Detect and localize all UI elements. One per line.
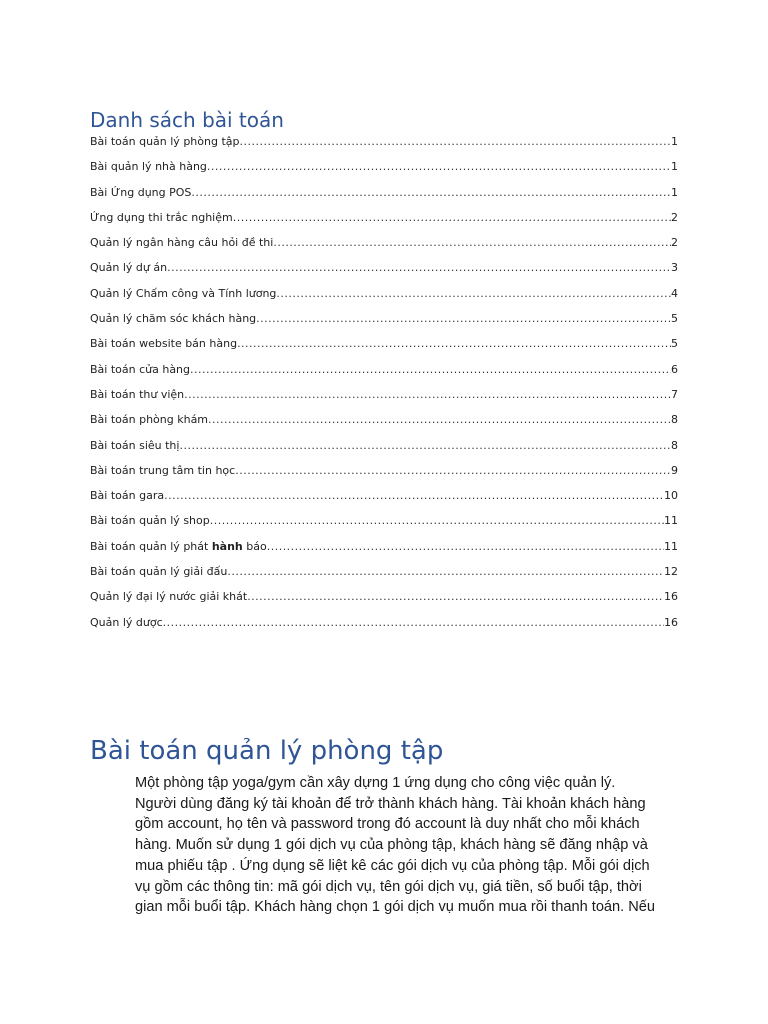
toc-dot-leader (227, 565, 664, 578)
toc-page-number: 16 (664, 590, 678, 604)
toc-dot-leader (191, 186, 671, 199)
toc-entry[interactable] (90, 590, 678, 615)
toc-entry-label: Bài Ứng dụng POS (90, 185, 192, 199)
toc-page-number: 5 (671, 337, 678, 351)
toc-dot-leader (237, 337, 671, 350)
toc-page-number: 4 (671, 286, 678, 300)
toc-page-number: 12 (664, 565, 678, 579)
toc-dot-leader (164, 489, 664, 502)
toc-entry[interactable] (90, 236, 678, 261)
toc-dot-leader (235, 464, 671, 477)
toc-dot-leader (163, 616, 664, 629)
toc-entry[interactable] (90, 514, 678, 539)
toc-dot-leader (184, 388, 671, 401)
toc-dot-leader (190, 363, 671, 376)
toc-dot-leader (240, 135, 672, 148)
toc-entry-label: Bài toán website bán hàng (90, 337, 238, 351)
toc-dot-leader (179, 439, 671, 452)
toc-entry-label-bold: hành (211, 539, 243, 553)
toc-page-number: 16 (664, 615, 678, 629)
toc-entry[interactable] (90, 211, 678, 236)
toc-dot-leader (267, 540, 664, 553)
toc-dot-leader (207, 160, 671, 173)
toc-entry[interactable] (90, 135, 678, 160)
toc-page-number: 2 (671, 236, 678, 250)
toc-dot-leader (256, 312, 671, 325)
toc-dot-leader (273, 236, 671, 249)
toc-entry-label: Quản lý Chấm công và Tính lương (90, 286, 277, 300)
toc-page-number: 1 (671, 185, 678, 199)
toc-entry-label: Bài toán thư viện (90, 387, 185, 401)
toc-page-number: 8 (671, 413, 678, 427)
body-line: hàng. Muốn sử dụng 1 gói dịch vụ của phòng tập, khách hàng sẽ đăng nhập và (135, 837, 648, 854)
toc-entry-label: Quản lý chăm sóc khách hàng (90, 312, 257, 326)
toc-entry-label: Quản lý dược (90, 615, 163, 629)
toc-title: Danh sách bài toán (90, 108, 284, 132)
toc-page-number: 6 (671, 362, 678, 376)
body-line: gồm account, họ tên và password trong đó account là duy nhất cho mỗi khách (135, 816, 640, 833)
toc-entry-label: Quản lý đại lý nước giải khát (90, 590, 248, 604)
toc-entry[interactable] (90, 160, 678, 185)
toc-entry-label: Bài toán trung tâm tin học (90, 463, 236, 477)
toc-entry[interactable] (90, 261, 678, 286)
body-line: mua phiếu tập . Ứng dụng sẽ liệt kê các gói dịch vụ của phòng tập. Mỗi gói dịch (135, 857, 650, 874)
toc-page-number: 1 (671, 160, 678, 174)
toc-page-number: 8 (671, 438, 678, 452)
toc-entry[interactable] (90, 413, 678, 438)
toc-entry[interactable] (90, 287, 678, 312)
toc-entry[interactable] (90, 489, 678, 514)
toc-entry[interactable] (90, 464, 678, 489)
toc-entry-label: Ứng dụng thi trắc nghiệm (90, 210, 233, 224)
toc-entry-label (90, 540, 267, 553)
toc-page-number: 11 (664, 539, 678, 553)
toc-page-number: 2 (671, 210, 678, 224)
toc-entry[interactable] (90, 363, 678, 388)
section-heading: Bài toán quản lý phòng tập (90, 736, 444, 766)
toc-entry-label: Bài toán cửa hàng (90, 362, 191, 376)
toc-entry-label: Bài toán quản lý shop (90, 514, 210, 528)
toc-entry-label: Bài toán gara (90, 489, 165, 503)
toc-entry-label: Bài toán siêu thị (90, 438, 180, 452)
toc-entry[interactable] (90, 186, 678, 211)
table-of-contents (90, 135, 678, 641)
toc-entry-label: Bài toán quản lý phòng tập (90, 135, 240, 148)
toc-dot-leader (276, 287, 671, 300)
body-line: gian mỗi buổi tập. Khách hàng chọn 1 gói dịch vụ muốn mua rồi thanh toán. Nếu (135, 899, 656, 916)
body-line: Một phòng tập yoga/gym cần xây dựng 1 ứng dụng cho công việc quản lý. (135, 775, 616, 791)
toc-entry[interactable] (90, 439, 678, 464)
toc-entry-label: Bài toán quản lý giải đấu (90, 565, 228, 579)
body-line: vụ gồm các thông tin: mã gói dịch vụ, tên gói dịch vụ, giá tiền, số buổi tập, thời (135, 878, 642, 895)
toc-entry[interactable] (90, 337, 678, 362)
toc-dot-leader (233, 211, 671, 224)
toc-entry-label-part: báo (242, 539, 267, 553)
section-body-paragraph (135, 773, 675, 918)
toc-entry[interactable] (90, 312, 678, 337)
toc-page-number: 7 (671, 387, 678, 401)
body-line: Người dùng đăng ký tài khoản để trở thành khách hàng. Tài khoản khách hàng (135, 795, 646, 812)
toc-dot-leader (167, 261, 671, 274)
toc-entry-label: Quản lý dự án (90, 261, 168, 275)
toc-entry-label-part: Bài toán quản lý phát (90, 539, 212, 553)
toc-page-number: 3 (671, 261, 678, 275)
toc-entry[interactable] (90, 565, 678, 590)
toc-dot-leader (210, 514, 664, 527)
toc-dot-leader (247, 590, 664, 603)
toc-entry-label: Bài quản lý nhà hàng (90, 160, 207, 174)
toc-page-number: 9 (671, 463, 678, 477)
toc-dot-leader (208, 413, 671, 426)
toc-entry[interactable] (90, 388, 678, 413)
toc-page-number: 5 (671, 312, 678, 326)
toc-entry[interactable] (90, 616, 678, 641)
toc-entry-label: Quản lý ngân hàng câu hỏi đề thi (90, 236, 274, 250)
toc-entry-label: Bài toán phòng khám (90, 413, 209, 427)
toc-page-number: 11 (664, 514, 678, 528)
toc-page-number: 1 (671, 135, 678, 148)
toc-page-number: 10 (664, 489, 678, 503)
toc-entry[interactable] (90, 540, 678, 565)
